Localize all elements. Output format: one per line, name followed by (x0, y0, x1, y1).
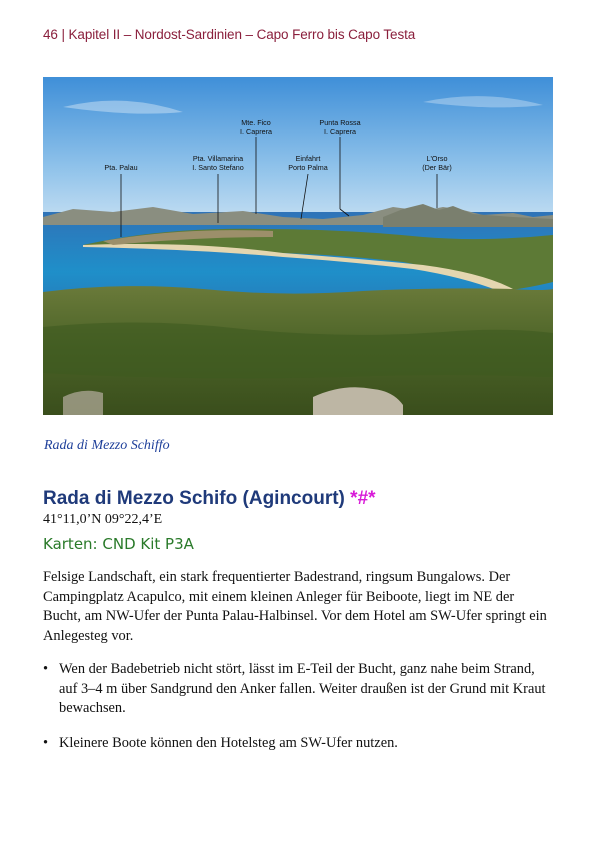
label-pta-palau: Pta. Palau (104, 163, 138, 172)
coordinates: 41°11,0’N 09°22,4’E (43, 512, 163, 527)
label-lorso: L'Orso (426, 154, 448, 163)
list-item-text: Wen der Badebetrieb nicht stört, lässt im E-Teil der Bucht, ganz nahe beim Strand, auf 3–4 m über Sandgrund den Anker fallen. Weiter draußen ist der Grund mit Kraut bewachsen. (59, 661, 546, 716)
label-caprera-2: I. Caprera (324, 127, 356, 136)
list-item (43, 734, 555, 754)
bullet-icon: • (43, 735, 49, 751)
running-header: 46 | Kapitel II – Nordost-Sardinien – Capo Ferro bis Capo Testa (43, 27, 416, 42)
label-santo-stefano: I. Santo Stefano (192, 163, 244, 172)
list-item (43, 660, 555, 719)
label-pta-villamarina: Pta. Villamarina (192, 154, 244, 163)
label-punta-rossa: Punta Rossa (319, 118, 361, 127)
bullet-icon: • (43, 661, 49, 677)
photo-caption: Rada di Mezzo Schiffo (44, 438, 170, 453)
list-item-text: Kleinere Boote können den Hotelsteg am SW-Ufer nutzen. (59, 735, 398, 751)
label-einfahrt: Einfahrt (295, 154, 321, 163)
charts-reference: Karten: CND Kit P3A (43, 535, 194, 553)
label-porto-palma: Porto Palma (288, 163, 328, 172)
label-caprera-1: I. Caprera (240, 127, 272, 136)
label-der-baer: (Der Bär) (422, 163, 452, 172)
label-mte-fico: Mte. Fico (241, 118, 271, 127)
section-title (43, 488, 376, 510)
description-paragraph: Felsige Landschaft, ein stark frequentierter Badestrand, ringsum Bungalows. Der Campingplatz Acapulco, mit einem kleinen Anleger für Beiboote, liegt im NE der Bucht, am NW-Ufer der Punta Palau-Halbinsel. Vor dem Hotel am SW-Ufer springt ein Anlegesteg vor. (43, 569, 547, 644)
bay-photo (43, 77, 553, 415)
rating-mark: *#* (350, 488, 376, 509)
title-text: Rada di Mezzo Schifo (Agincourt) (43, 488, 351, 509)
